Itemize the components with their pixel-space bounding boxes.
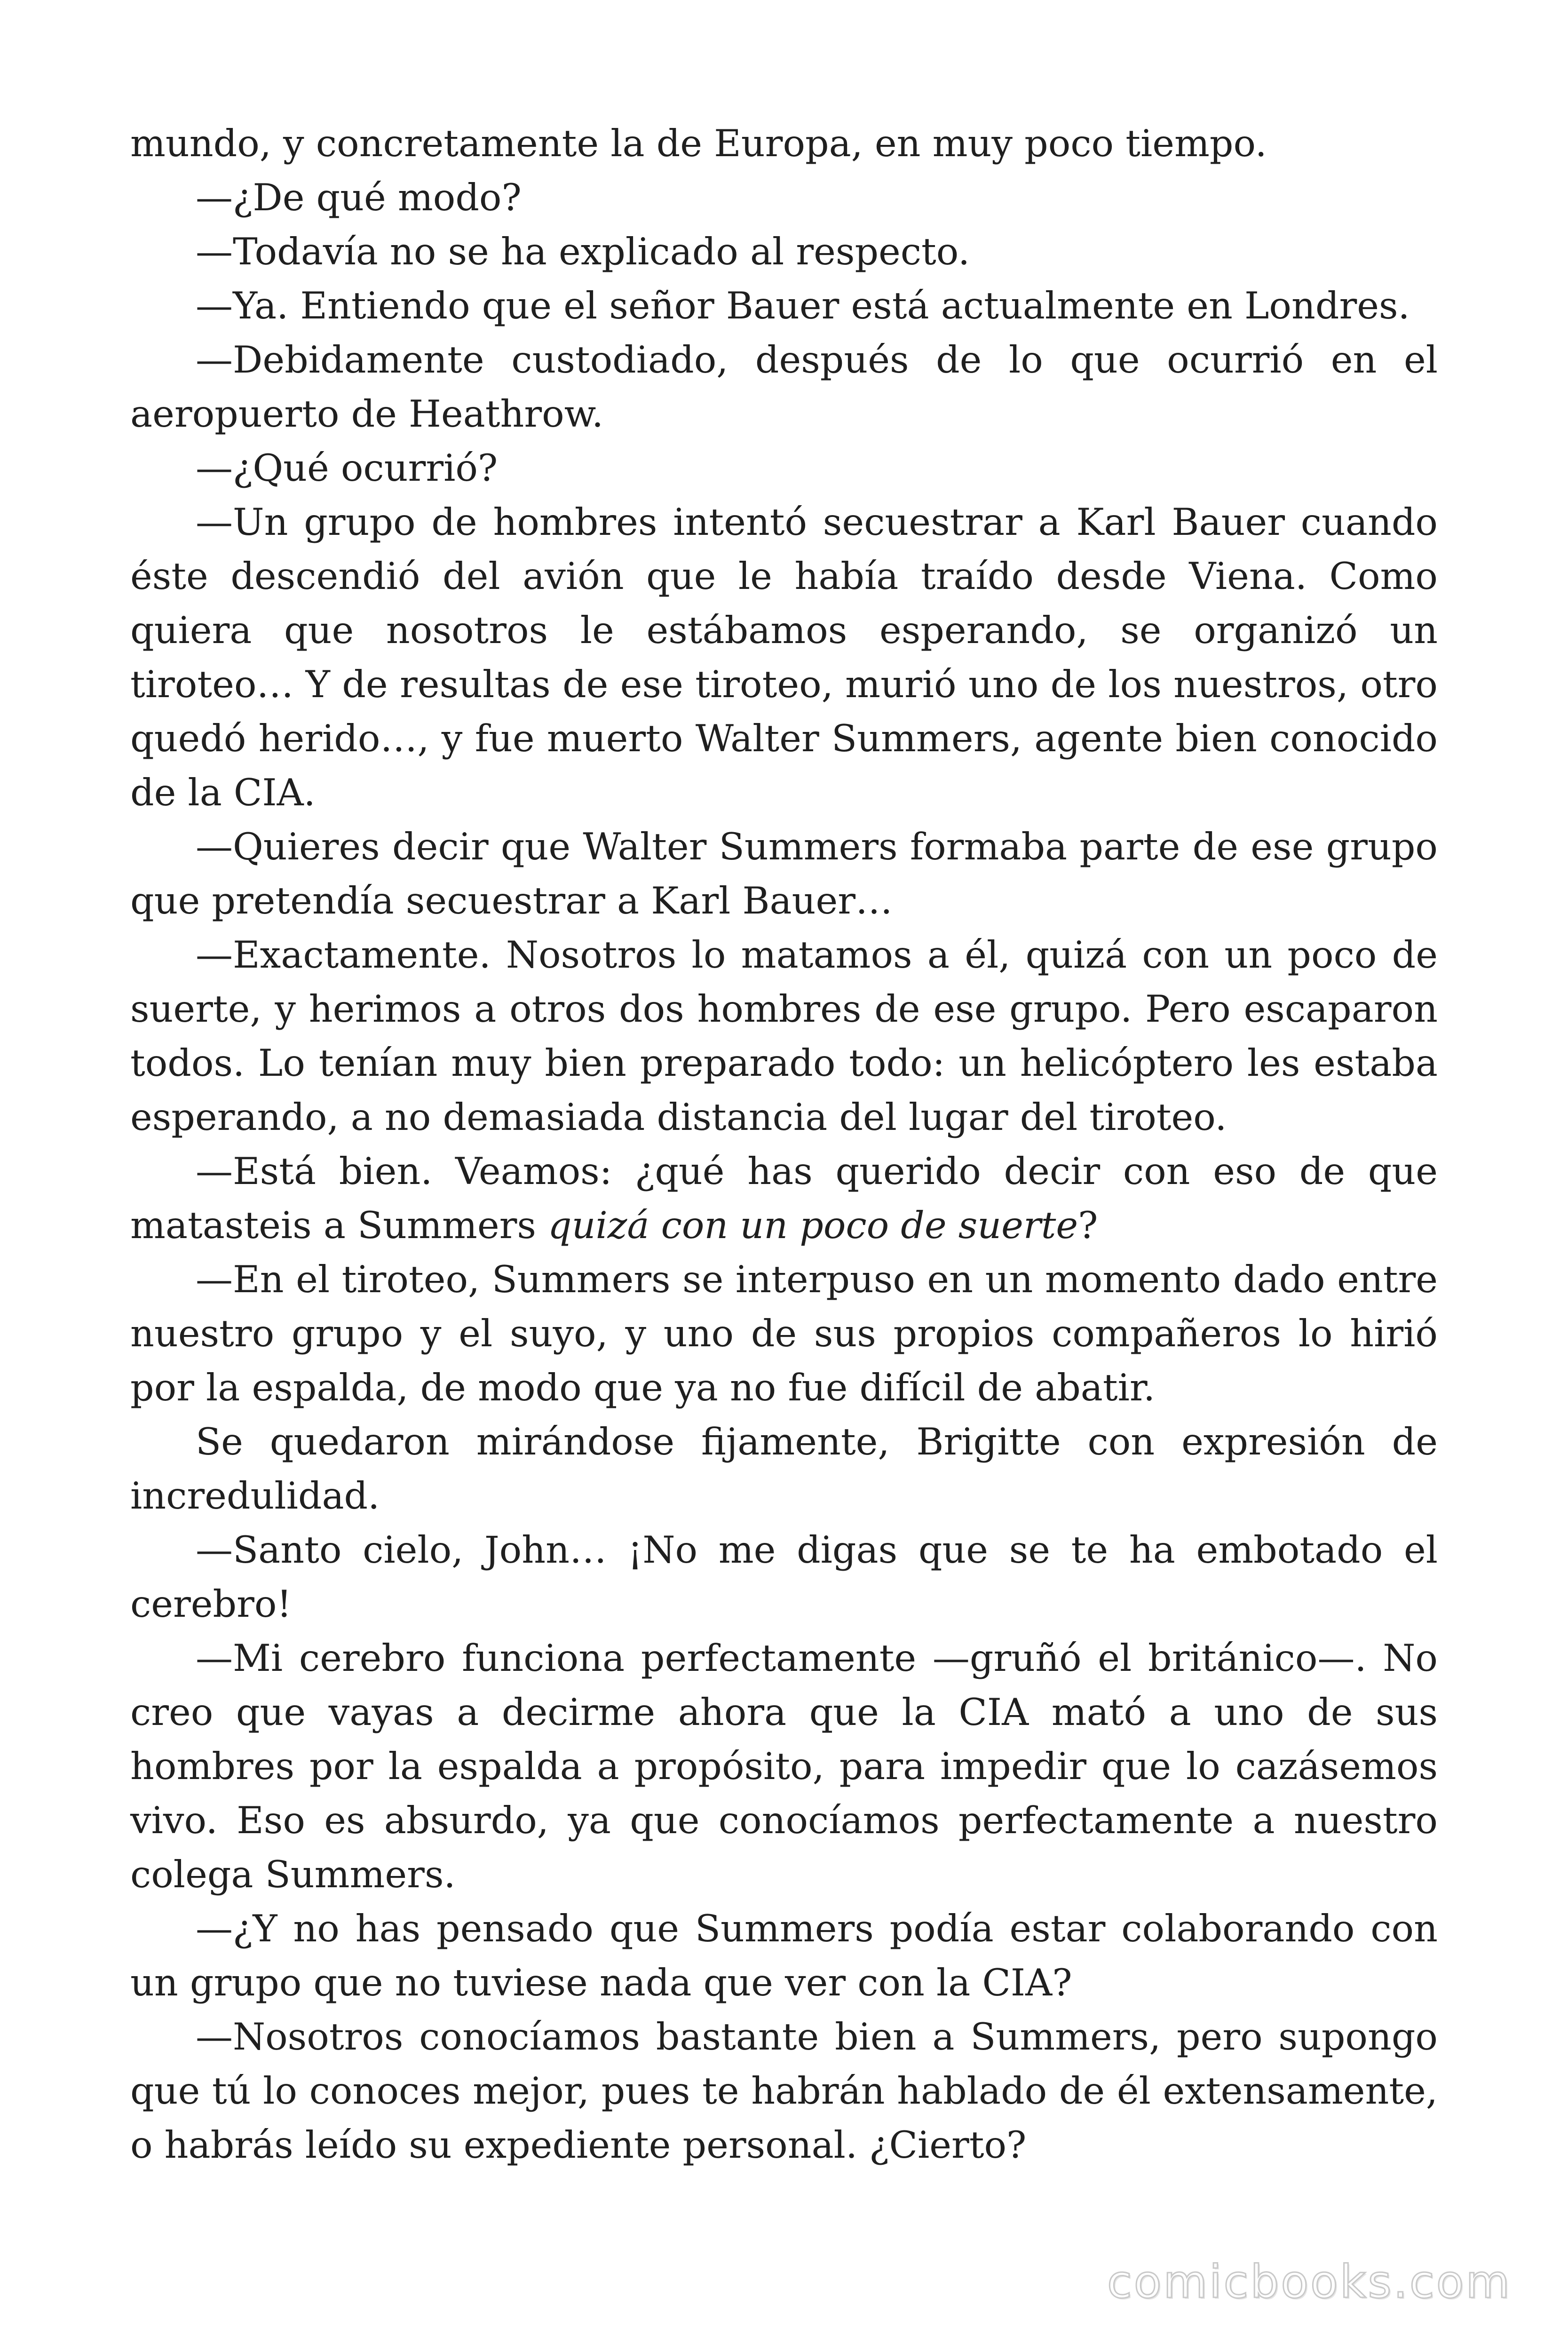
paragraph-11: —En el tiroteo, Summers se interpuso en un momento dado entre nuestro grupo y el suyo, y uno de sus propios compañeros lo hirió por la espalda, de modo que ya no fue difícil de abatir. bbox=[130, 1258, 1438, 1409]
paragraph-5: —Debidamente custodiado, después de lo que ocurrió en el aeropuerto de Heathrow. bbox=[130, 338, 1438, 436]
paragraph-10-end: ? bbox=[1078, 1204, 1098, 1247]
paragraph-3: —Todavía no se ha explicado al respecto. bbox=[196, 230, 970, 273]
paragraph-1: mundo, y concretamente la de Europa, en muy poco tiempo. bbox=[130, 122, 1267, 165]
paragraph-12: Se quedaron mirándose fijamente, Brigitte con expresión de incredulidad. bbox=[130, 1420, 1438, 1518]
page-text-body bbox=[130, 117, 1438, 2172]
paragraph-7: —Un grupo de hombres intentó secuestrar a Karl Bauer cuando éste descendió del avión que le había traído desde Viena. Como quiera que nosotros le estábamos esperando, se organizó un tiroteo… Y de resultas de ese tiroteo, murió uno de los nuestros, otro quedó herido…, y fue muerto Walter Summers, agente bien conocido de la CIA. bbox=[130, 501, 1438, 814]
paragraph-14: —Mi cerebro funciona perfectamente —gruñó el británico—. No creo que vayas a decirme ahora que la CIA mató a uno de sus hombres por la espalda a propósito, para impedir que lo cazásemos vivo. Eso es absurdo, ya que conocíamos perfectamente a nuestro colega Summers. bbox=[130, 1637, 1438, 1896]
paragraph-4: —Ya. Entiendo que el señor Bauer está actualmente en Londres. bbox=[196, 284, 1410, 327]
paragraph-15: —¿Y no has pensado que Summers podía estar colaborando con un grupo que no tuviese nada que ver con la CIA? bbox=[130, 1907, 1438, 2004]
paragraph-9: —Exactamente. Nosotros lo matamos a él, quizá con un poco de suerte, y herimos a otros dos hombres de ese grupo. Pero escaparon todos. Lo tenían muy bien preparado todo: un helicóptero les estaba esperando, a no demasiada distancia del lugar del tiroteo. bbox=[130, 933, 1438, 1139]
watermark-logo: comicbooks.com bbox=[1107, 2256, 1512, 2308]
paragraph-6: —¿Qué ocurrió? bbox=[196, 446, 498, 490]
paragraph-16: —Nosotros conocíamos bastante bien a Summers, pero supongo que tú lo conoces mejor, pues te habrán hablado de él extensamente, o habrás leído su expediente personal. ¿Cierto? bbox=[130, 2015, 1438, 2167]
paragraph-8: —Quieres decir que Walter Summers formaba parte de ese grupo que pretendía secuestrar a Karl Bauer… bbox=[130, 825, 1438, 922]
paragraph-13: —Santo cielo, John… ¡No me digas que se te ha embotado el cerebro! bbox=[130, 1528, 1438, 1626]
paragraph-10-text: —Está bien. Veamos: ¿qué has querido decir con eso de que matasteis a Summers bbox=[130, 1150, 1438, 1247]
paragraph-2: —¿De qué modo? bbox=[196, 176, 522, 219]
paragraph-10 bbox=[130, 1144, 1438, 1253]
paragraph-10-italic: quizá con un poco de suerte bbox=[548, 1204, 1078, 1247]
